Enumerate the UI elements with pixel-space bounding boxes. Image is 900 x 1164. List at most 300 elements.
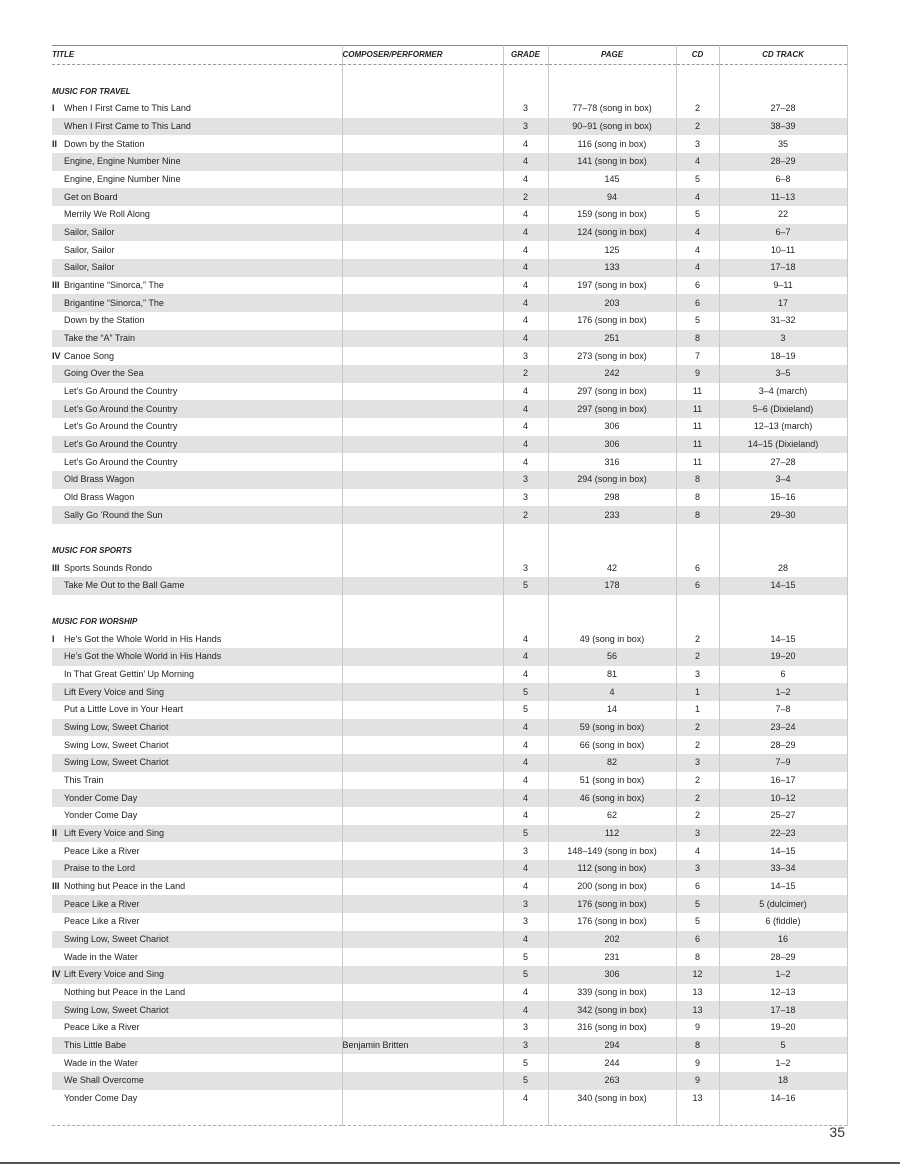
title-cell [52,383,342,401]
composer-cell [342,453,503,471]
cd-cell: 1 [676,683,719,701]
composer-cell [342,701,503,719]
song-title: Going Over the Sea [64,368,144,379]
cd-cell: 11 [676,453,719,471]
song-title: Lift Every Voice and Sing [64,686,165,697]
title-cell [52,1001,342,1019]
song-title: This Little Babe [64,1039,127,1050]
song-title: Brigantine “Sinorca,” The [64,297,164,308]
cd-cell: 5 [676,913,719,931]
composer-cell [342,100,503,118]
title-cell [52,559,342,577]
composer-cell [342,312,503,330]
page-cell: 141 (song in box) [548,153,676,171]
table-row [52,100,847,118]
title-cell [52,1090,342,1108]
grade-cell: 4 [503,789,548,807]
table-row [52,294,847,312]
table-row [52,489,847,507]
cd-cell: 6 [676,577,719,595]
track-cell: 6 (fiddle) [719,913,847,931]
song-title: Swing Low, Sweet Chariot [64,933,169,944]
song-title: Peace Like a River [64,845,140,856]
track-cell: 3–5 [719,365,847,383]
page-cell: 340 (song in box) [548,1090,676,1108]
cd-cell: 5 [676,171,719,189]
grade-level-numeral: III [52,562,60,573]
song-title: Swing Low, Sweet Chariot [64,721,169,732]
composer-cell [342,966,503,984]
page-cell: 200 (song in box) [548,878,676,896]
page-cell: 82 [548,754,676,772]
grade-cell: 4 [503,736,548,754]
grade-level-numeral: I [52,103,55,114]
table-row [52,754,847,772]
composer-cell [342,807,503,825]
table-row [52,878,847,896]
page-cell: 297 (song in box) [548,400,676,418]
page-cell: 4 [548,683,676,701]
track-cell: 7–8 [719,701,847,719]
song-title: Let’s Go Around the Country [64,439,178,450]
page-cell: 298 [548,489,676,507]
cd-cell: 9 [676,365,719,383]
table-row [52,648,847,666]
song-title: Get on Board [64,191,118,202]
track-cell: 3 [719,330,847,348]
composer-cell [342,648,503,666]
track-cell: 6–7 [719,224,847,242]
cd-cell: 3 [676,666,719,684]
grade-cell: 4 [503,206,548,224]
track-cell: 14–16 [719,1090,847,1108]
track-cell: 10–12 [719,789,847,807]
song-title: This Train [64,774,104,785]
grade-level-numeral: III [52,880,60,891]
grade-cell: 5 [503,825,548,843]
cd-cell: 7 [676,347,719,365]
composer-cell [342,489,503,507]
title-cell [52,789,342,807]
cd-cell: 13 [676,1001,719,1019]
grade-cell: 4 [503,312,548,330]
cd-cell: 8 [676,330,719,348]
table-row [52,913,847,931]
blank-cell [342,524,503,542]
page-cell: 202 [548,931,676,949]
table-row [52,984,847,1002]
table-row [52,224,847,242]
grade-cell: 5 [503,701,548,719]
page-cell: 306 [548,966,676,984]
song-title: Peace Like a River [64,898,140,909]
composer-cell [342,1054,503,1072]
song-title: Lift Every Voice and Sing [64,827,165,838]
cd-cell: 4 [676,842,719,860]
blank-cell [503,613,548,631]
track-cell: 18–19 [719,347,847,365]
composer-cell [342,400,503,418]
cd-cell: 3 [676,860,719,878]
cd-cell: 12 [676,966,719,984]
blank-cell [676,613,719,631]
blank-cell [52,524,342,542]
cd-cell: 4 [676,241,719,259]
track-cell: 9–11 [719,277,847,295]
track-cell: 33–34 [719,860,847,878]
page-cell: 116 (song in box) [548,135,676,153]
song-title: Wade in the Water [64,951,138,962]
song-title: Engine, Engine Number Nine [64,156,181,167]
title-cell [52,241,342,259]
composer-cell [342,630,503,648]
table-row [52,171,847,189]
grade-cell: 4 [503,860,548,878]
blank-cell [719,595,847,613]
section-row [52,542,847,560]
composer-cell [342,895,503,913]
page-cell: 178 [548,577,676,595]
table-row [52,701,847,719]
cd-cell: 6 [676,931,719,949]
grade-cell: 4 [503,772,548,790]
grade-cell: 4 [503,259,548,277]
composer-cell [342,224,503,242]
blank-row [52,524,847,542]
track-cell: 14–15 (Dixieland) [719,436,847,454]
grade-cell: 4 [503,330,548,348]
title-cell [52,878,342,896]
page-cell: 294 [548,1037,676,1055]
song-title: Peace Like a River [64,1022,140,1033]
cd-cell: 8 [676,948,719,966]
table-row [52,895,847,913]
blank-cell [548,1107,676,1125]
grade-level-numeral: IV [52,350,61,361]
page-cell: 56 [548,648,676,666]
cd-cell: 2 [676,772,719,790]
table-row [52,436,847,454]
track-cell: 6 [719,666,847,684]
grade-cell: 3 [503,489,548,507]
composer-cell [342,736,503,754]
blank-cell [676,595,719,613]
track-cell: 25–27 [719,807,847,825]
title-cell [52,948,342,966]
grade-cell: 4 [503,984,548,1002]
song-title: Take Me Out to the Ball Game [64,580,185,591]
grade-level-numeral: II [52,827,58,838]
cd-cell: 8 [676,1037,719,1055]
title-cell [52,719,342,737]
grade-cell: 4 [503,224,548,242]
cd-cell: 8 [676,506,719,524]
composer-cell [342,666,503,684]
cd-cell: 6 [676,277,719,295]
title-cell [52,630,342,648]
column-header-title: TITLE [52,46,342,65]
grade-cell: 4 [503,1001,548,1019]
composer-cell [342,347,503,365]
track-cell: 28–29 [719,153,847,171]
title-cell [52,666,342,684]
page-cell: 159 (song in box) [548,206,676,224]
title-cell [52,966,342,984]
index-body [52,64,847,1125]
title-cell [52,224,342,242]
song-title: Sailor, Sailor [64,262,115,273]
grade-cell: 4 [503,453,548,471]
song-title: Let’s Go Around the Country [64,386,178,397]
grade-cell: 5 [503,683,548,701]
blank-cell [548,542,676,560]
song-title: Peace Like a River [64,916,140,927]
title-cell [52,489,342,507]
grade-cell: 4 [503,878,548,896]
cd-cell: 9 [676,1072,719,1090]
cd-cell: 8 [676,471,719,489]
title-cell [52,135,342,153]
page-cell: 273 (song in box) [548,347,676,365]
grade-cell: 4 [503,630,548,648]
title-cell [52,365,342,383]
table-row [52,1090,847,1108]
composer-cell [342,860,503,878]
table-row [52,1001,847,1019]
cd-cell: 2 [676,100,719,118]
track-cell: 19–20 [719,648,847,666]
blank-cell [503,524,548,542]
composer-cell [342,825,503,843]
song-title: Put a Little Love in Your Heart [64,704,184,715]
page-cell: 306 [548,436,676,454]
track-cell: 10–11 [719,241,847,259]
song-title: Old Brass Wagon [64,474,135,485]
page-cell: 133 [548,259,676,277]
title-cell [52,825,342,843]
song-title: Nothing but Peace in the Land [64,986,186,997]
page-cell: 145 [548,171,676,189]
section-row [52,82,847,100]
header-row [52,46,847,65]
table-row [52,1072,847,1090]
composer-cell [342,772,503,790]
table-row [52,312,847,330]
table-row [52,825,847,843]
composer-cell [342,188,503,206]
table-row [52,453,847,471]
cd-cell: 1 [676,701,719,719]
grade-cell: 4 [503,171,548,189]
page-cell: 90–91 (song in box) [548,118,676,136]
table-row [52,241,847,259]
table-row [52,577,847,595]
blank-cell [503,1107,548,1125]
table-row [52,719,847,737]
grade-cell: 5 [503,1054,548,1072]
grade-cell: 4 [503,135,548,153]
title-cell [52,1037,342,1055]
song-title: He’s Got the Whole World in His Hands [64,633,222,644]
title-cell [52,860,342,878]
song-title: We Shall Overcome [64,1075,144,1086]
song-title: Sailor, Sailor [64,244,115,255]
grade-cell: 4 [503,383,548,401]
track-cell: 11–13 [719,188,847,206]
page-cell: 176 (song in box) [548,895,676,913]
page-cell: 51 (song in box) [548,772,676,790]
song-title: In That Great Gettin’ Up Morning [64,668,195,679]
composer-cell [342,277,503,295]
song-title: Swing Low, Sweet Chariot [64,739,169,750]
cd-cell: 9 [676,1054,719,1072]
blank-cell [719,524,847,542]
grade-cell: 3 [503,895,548,913]
table-row [52,383,847,401]
page-cell: 94 [548,188,676,206]
cd-cell: 2 [676,648,719,666]
table-row [52,365,847,383]
blank-row [52,1107,847,1125]
song-title: Old Brass Wagon [64,492,135,503]
track-cell: 12–13 [719,984,847,1002]
blank-cell [719,82,847,100]
column-header-composer: COMPOSER/PERFORMER [342,46,503,65]
title-cell [52,807,342,825]
composer-cell [342,683,503,701]
track-cell: 18 [719,1072,847,1090]
title-cell [52,453,342,471]
track-cell: 1–2 [719,683,847,701]
song-title: Let’s Go Around the Country [64,421,178,432]
blank-cell [548,64,676,82]
table-row [52,330,847,348]
title-cell [52,471,342,489]
composer-cell [342,577,503,595]
song-title: He’s Got the Whole World in His Hands [64,651,222,662]
title-cell [52,736,342,754]
grade-cell: 4 [503,754,548,772]
title-cell [52,259,342,277]
track-cell: 17 [719,294,847,312]
table-row [52,347,847,365]
blank-cell [719,1107,847,1125]
track-cell: 15–16 [719,489,847,507]
song-title: Swing Low, Sweet Chariot [64,1004,169,1015]
page-cell: 112 [548,825,676,843]
track-cell: 14–15 [719,878,847,896]
song-title: Down by the Station [64,315,145,326]
blank-cell [342,64,503,82]
song-title: Sally Go ’Round the Sun [64,509,163,520]
grade-cell: 2 [503,188,548,206]
track-cell: 22–23 [719,825,847,843]
page-cell: 306 [548,418,676,436]
blank-cell [548,595,676,613]
track-cell: 22 [719,206,847,224]
table-row [52,471,847,489]
blank-cell [676,1107,719,1125]
blank-cell [503,82,548,100]
grade-cell: 5 [503,948,548,966]
page-cell: 251 [548,330,676,348]
cd-cell: 2 [676,736,719,754]
composer-cell [342,878,503,896]
song-title: Merrily We Roll Along [64,209,150,220]
cd-cell: 3 [676,754,719,772]
grade-cell: 2 [503,365,548,383]
composer-cell [342,241,503,259]
track-cell: 19–20 [719,1019,847,1037]
cd-cell: 11 [676,400,719,418]
title-cell [52,188,342,206]
grade-cell: 3 [503,100,548,118]
title-cell [52,171,342,189]
blank-cell [676,82,719,100]
table-row [52,948,847,966]
table-row [52,400,847,418]
page-cell: 233 [548,506,676,524]
track-cell: 31–32 [719,312,847,330]
table-row [52,789,847,807]
song-title: When I First Came to This Land [64,103,191,114]
composer-cell: Benjamin Britten [342,1037,503,1055]
composer-cell [342,719,503,737]
track-cell: 1–2 [719,966,847,984]
blank-cell [503,542,548,560]
song-title: Yonder Come Day [64,1092,138,1103]
table-row [52,418,847,436]
page-cell: 316 [548,453,676,471]
track-cell: 23–24 [719,719,847,737]
table-row [52,931,847,949]
track-cell: 14–15 [719,577,847,595]
cd-cell: 4 [676,224,719,242]
track-cell: 14–15 [719,630,847,648]
blank-cell [548,524,676,542]
page-cell: 124 (song in box) [548,224,676,242]
table-row [52,188,847,206]
grade-cell: 4 [503,400,548,418]
grade-cell: 5 [503,1072,548,1090]
cd-cell: 2 [676,719,719,737]
composer-cell [342,118,503,136]
composer-cell [342,842,503,860]
table-row [52,1037,847,1055]
grade-cell: 4 [503,277,548,295]
composer-cell [342,1090,503,1108]
cd-cell: 4 [676,153,719,171]
blank-cell [548,82,676,100]
track-cell: 5 (dulcimer) [719,895,847,913]
section-row [52,613,847,631]
composer-cell [342,436,503,454]
cd-cell: 6 [676,559,719,577]
track-cell: 28–29 [719,736,847,754]
track-cell: 3–4 [719,471,847,489]
grade-cell: 3 [503,913,548,931]
composer-cell [342,559,503,577]
grade-cell: 3 [503,842,548,860]
grade-cell: 5 [503,966,548,984]
page-cell: 46 (song in box) [548,789,676,807]
blank-cell [503,64,548,82]
track-cell: 6–8 [719,171,847,189]
composer-cell [342,1001,503,1019]
track-cell: 27–28 [719,100,847,118]
title-cell [52,931,342,949]
track-cell: 16–17 [719,772,847,790]
